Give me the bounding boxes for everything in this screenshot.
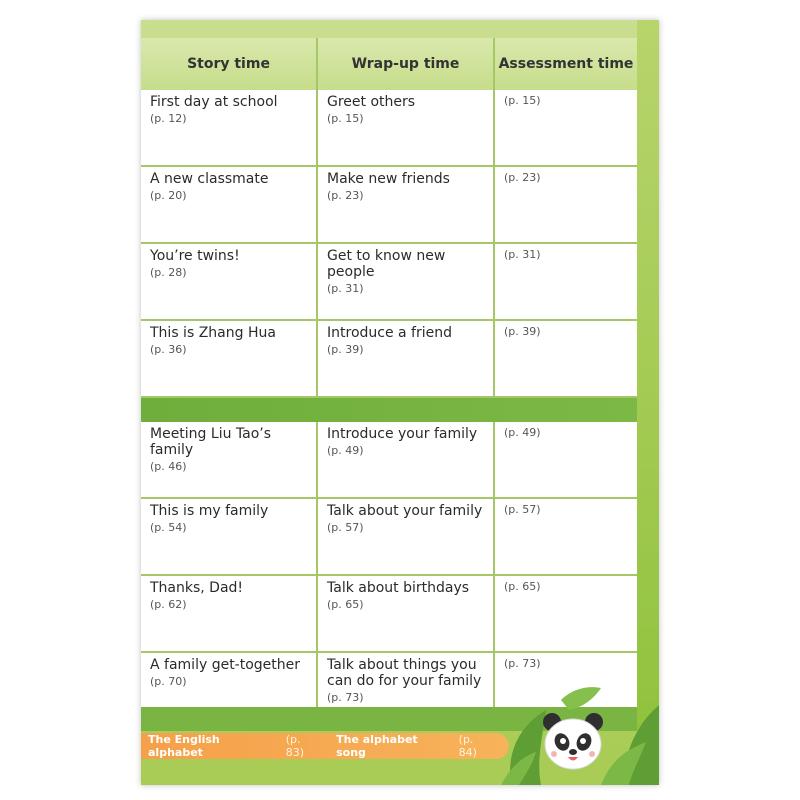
table-row — [141, 422, 637, 498]
table-header-row — [141, 38, 637, 90]
wrapup-title: Get to know new people — [327, 248, 446, 280]
table-row — [141, 90, 637, 166]
divider-cell — [141, 397, 637, 422]
wrapup-title: Talk about birthdays — [327, 580, 470, 596]
story-title: A family get-together — [150, 657, 301, 673]
wrapup-title: Introduce your family — [327, 426, 478, 442]
story-title: Meeting Liu Tao’s family — [150, 426, 272, 458]
assessment-cell — [494, 243, 637, 320]
wrapup-cell — [317, 575, 494, 652]
story-cell — [141, 320, 317, 397]
story-cell — [141, 575, 317, 652]
panda-icon — [538, 708, 608, 778]
wrapup-cell — [317, 90, 494, 166]
story-title: You’re twins! — [150, 248, 240, 264]
story-cell — [141, 243, 317, 320]
assessment-cell — [494, 498, 637, 575]
table-row — [141, 575, 637, 652]
story-page: (p. 70) — [150, 675, 187, 688]
wrapup-page: (p. 73) — [327, 691, 364, 704]
section-divider — [141, 397, 637, 422]
assessment-page: (p. 73) — [504, 657, 541, 670]
story-page: (p. 28) — [150, 266, 187, 279]
story-page: (p. 62) — [150, 598, 187, 611]
wrapup-page: (p. 15) — [327, 112, 364, 125]
wrapup-page: (p. 57) — [327, 521, 364, 534]
story-title: Thanks, Dad! — [150, 580, 244, 596]
assessment-cell — [494, 320, 637, 397]
assessment-page: (p. 57) — [504, 503, 541, 516]
book-page — [141, 20, 659, 785]
table-row — [141, 498, 637, 575]
assessment-cell — [494, 166, 637, 243]
wrapup-title: Make new friends — [327, 171, 450, 187]
assessment-page: (p. 65) — [504, 580, 541, 593]
wrapup-title: Talk about things you can do for your family — [327, 657, 482, 689]
story-page: (p. 12) — [150, 112, 187, 125]
table-row — [141, 320, 637, 397]
schedule-table — [141, 38, 637, 730]
header-story-time: Story time — [141, 38, 317, 90]
story-page: (p. 46) — [150, 460, 187, 473]
story-cell — [141, 90, 317, 166]
assessment-page: (p. 31) — [504, 248, 541, 261]
story-page: (p. 20) — [150, 189, 187, 202]
assessment-cell — [494, 575, 637, 652]
page-edge-strip — [637, 20, 659, 785]
wrapup-cell — [317, 243, 494, 320]
story-cell — [141, 422, 317, 498]
wrapup-title: Greet others — [327, 94, 416, 110]
wrapup-title: Introduce a friend — [327, 325, 453, 341]
story-cell — [141, 498, 317, 575]
header-assessment-time: Assessment time — [494, 38, 637, 90]
story-cell — [141, 166, 317, 243]
story-page: (p. 36) — [150, 343, 187, 356]
assessment-page: (p. 15) — [504, 94, 541, 107]
story-title: A new classmate — [150, 171, 269, 187]
wrapup-cell — [317, 498, 494, 575]
wrapup-cell — [317, 166, 494, 243]
header-wrapup-time: Wrap-up time — [317, 38, 494, 90]
wrapup-page: (p. 31) — [327, 282, 364, 295]
assessment-cell — [494, 422, 637, 498]
table-row — [141, 166, 637, 243]
assessment-cell — [494, 90, 637, 166]
assessment-page: (p. 49) — [504, 426, 541, 439]
table-row — [141, 243, 637, 320]
alphabet-footer-bar — [141, 733, 509, 759]
song-label: The alphabet song — [336, 733, 418, 759]
wrapup-page: (p. 23) — [327, 189, 364, 202]
wrapup-cell — [317, 320, 494, 397]
wrapup-cell — [317, 422, 494, 498]
story-page: (p. 54) — [150, 521, 187, 534]
story-title: First day at school — [150, 94, 278, 110]
wrapup-page: (p. 49) — [327, 444, 364, 457]
song-page: (p. 84) — [458, 733, 477, 759]
alphabet-label: The English alphabet — [148, 733, 220, 759]
story-title: This is my family — [150, 503, 269, 519]
story-title: This is Zhang Hua — [150, 325, 276, 341]
alphabet-page: (p. 83) — [285, 733, 305, 759]
wrapup-page: (p. 65) — [327, 598, 364, 611]
wrapup-title: Talk about your family — [327, 503, 483, 519]
assessment-page: (p. 23) — [504, 171, 541, 184]
wrapup-page: (p. 39) — [327, 343, 364, 356]
assessment-page: (p. 39) — [504, 325, 541, 338]
